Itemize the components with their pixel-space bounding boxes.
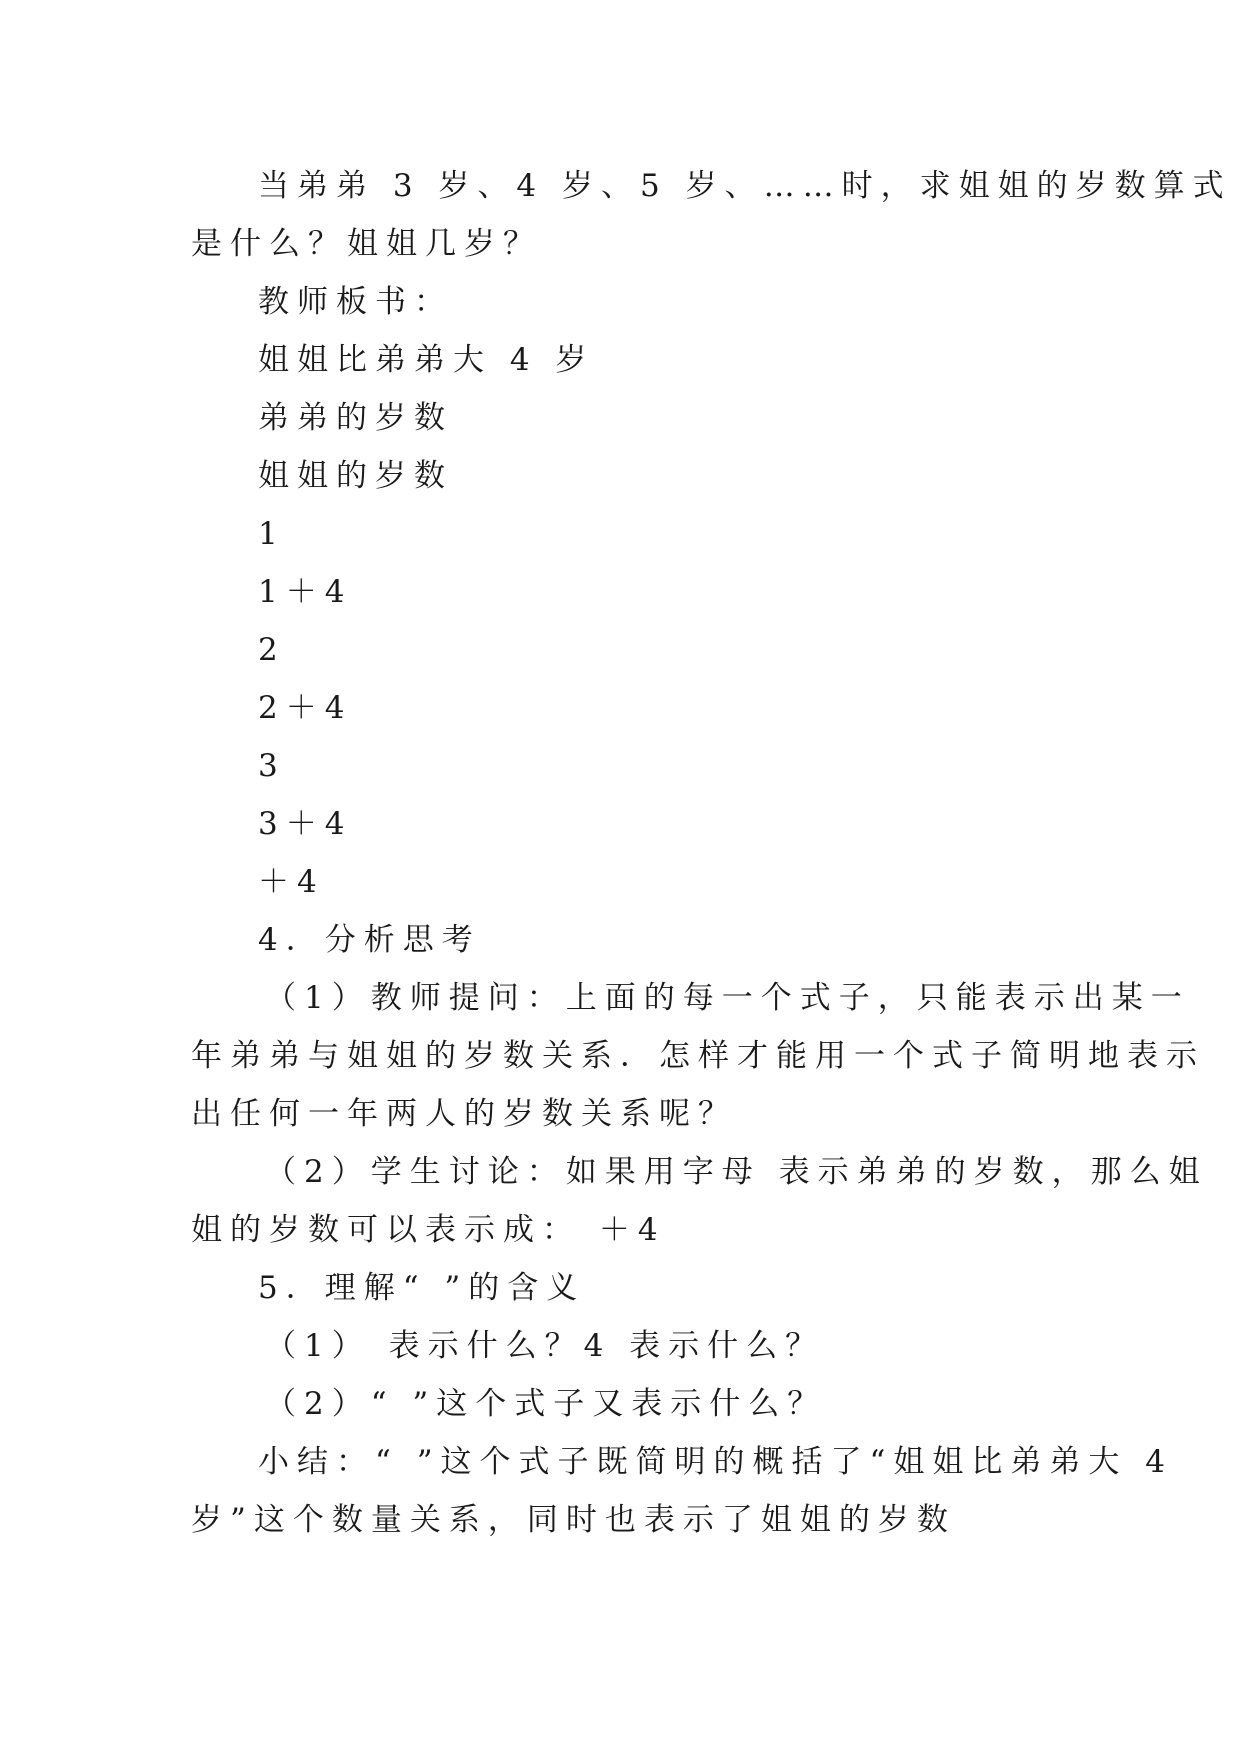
text-line: 弟弟的岁数	[258, 400, 453, 436]
text-line: 3	[258, 748, 286, 784]
text-line: 3＋4	[258, 806, 353, 842]
text-line: 年弟弟与姐姐的岁数关系．怎样才能用一个式子简明地表示	[191, 1038, 1205, 1074]
text-line: 教师板书：	[258, 284, 453, 320]
text-line: 2＋4	[258, 690, 353, 726]
text-line: （2）“ ”这个式子又表示什么？	[265, 1386, 827, 1422]
text-line: 出任何一年两人的岁数关系呢？	[191, 1096, 737, 1132]
text-line: 1	[258, 516, 286, 552]
text-line: （1）教师提问：上面的每一个式子，只能表示出某一	[265, 980, 1190, 1016]
text-line: （1） 表示什么？4 表示什么？	[265, 1328, 825, 1364]
text-line: （2）学生讨论：如果用字母 表示弟弟的岁数，那么姐	[265, 1154, 1208, 1190]
text-line: 当弟弟 3 岁、4 岁、5 岁、……时，求姐姐的岁数算式	[258, 168, 1232, 204]
text-line: 1＋4	[258, 574, 353, 610]
text-line: 姐姐的岁数	[258, 458, 453, 494]
text-line: 是什么？姐姐几岁？	[191, 226, 542, 262]
section-heading: 5．理解“ ”的含义	[258, 1270, 586, 1306]
text-line: 姐的岁数可以表示成： ＋4	[191, 1212, 666, 1248]
text-line: 岁”这个数量关系，同时也表示了姐姐的岁数	[191, 1502, 956, 1538]
text-line: 2	[258, 632, 286, 668]
section-heading: 4．分析思考	[258, 922, 481, 958]
text-line: 小结：“ ”这个式子既简明的概括了“姐姐比弟弟大 4	[258, 1444, 1173, 1480]
text-line: ＋4	[258, 864, 325, 900]
text-line: 姐姐比弟弟大 4 岁	[258, 342, 595, 378]
